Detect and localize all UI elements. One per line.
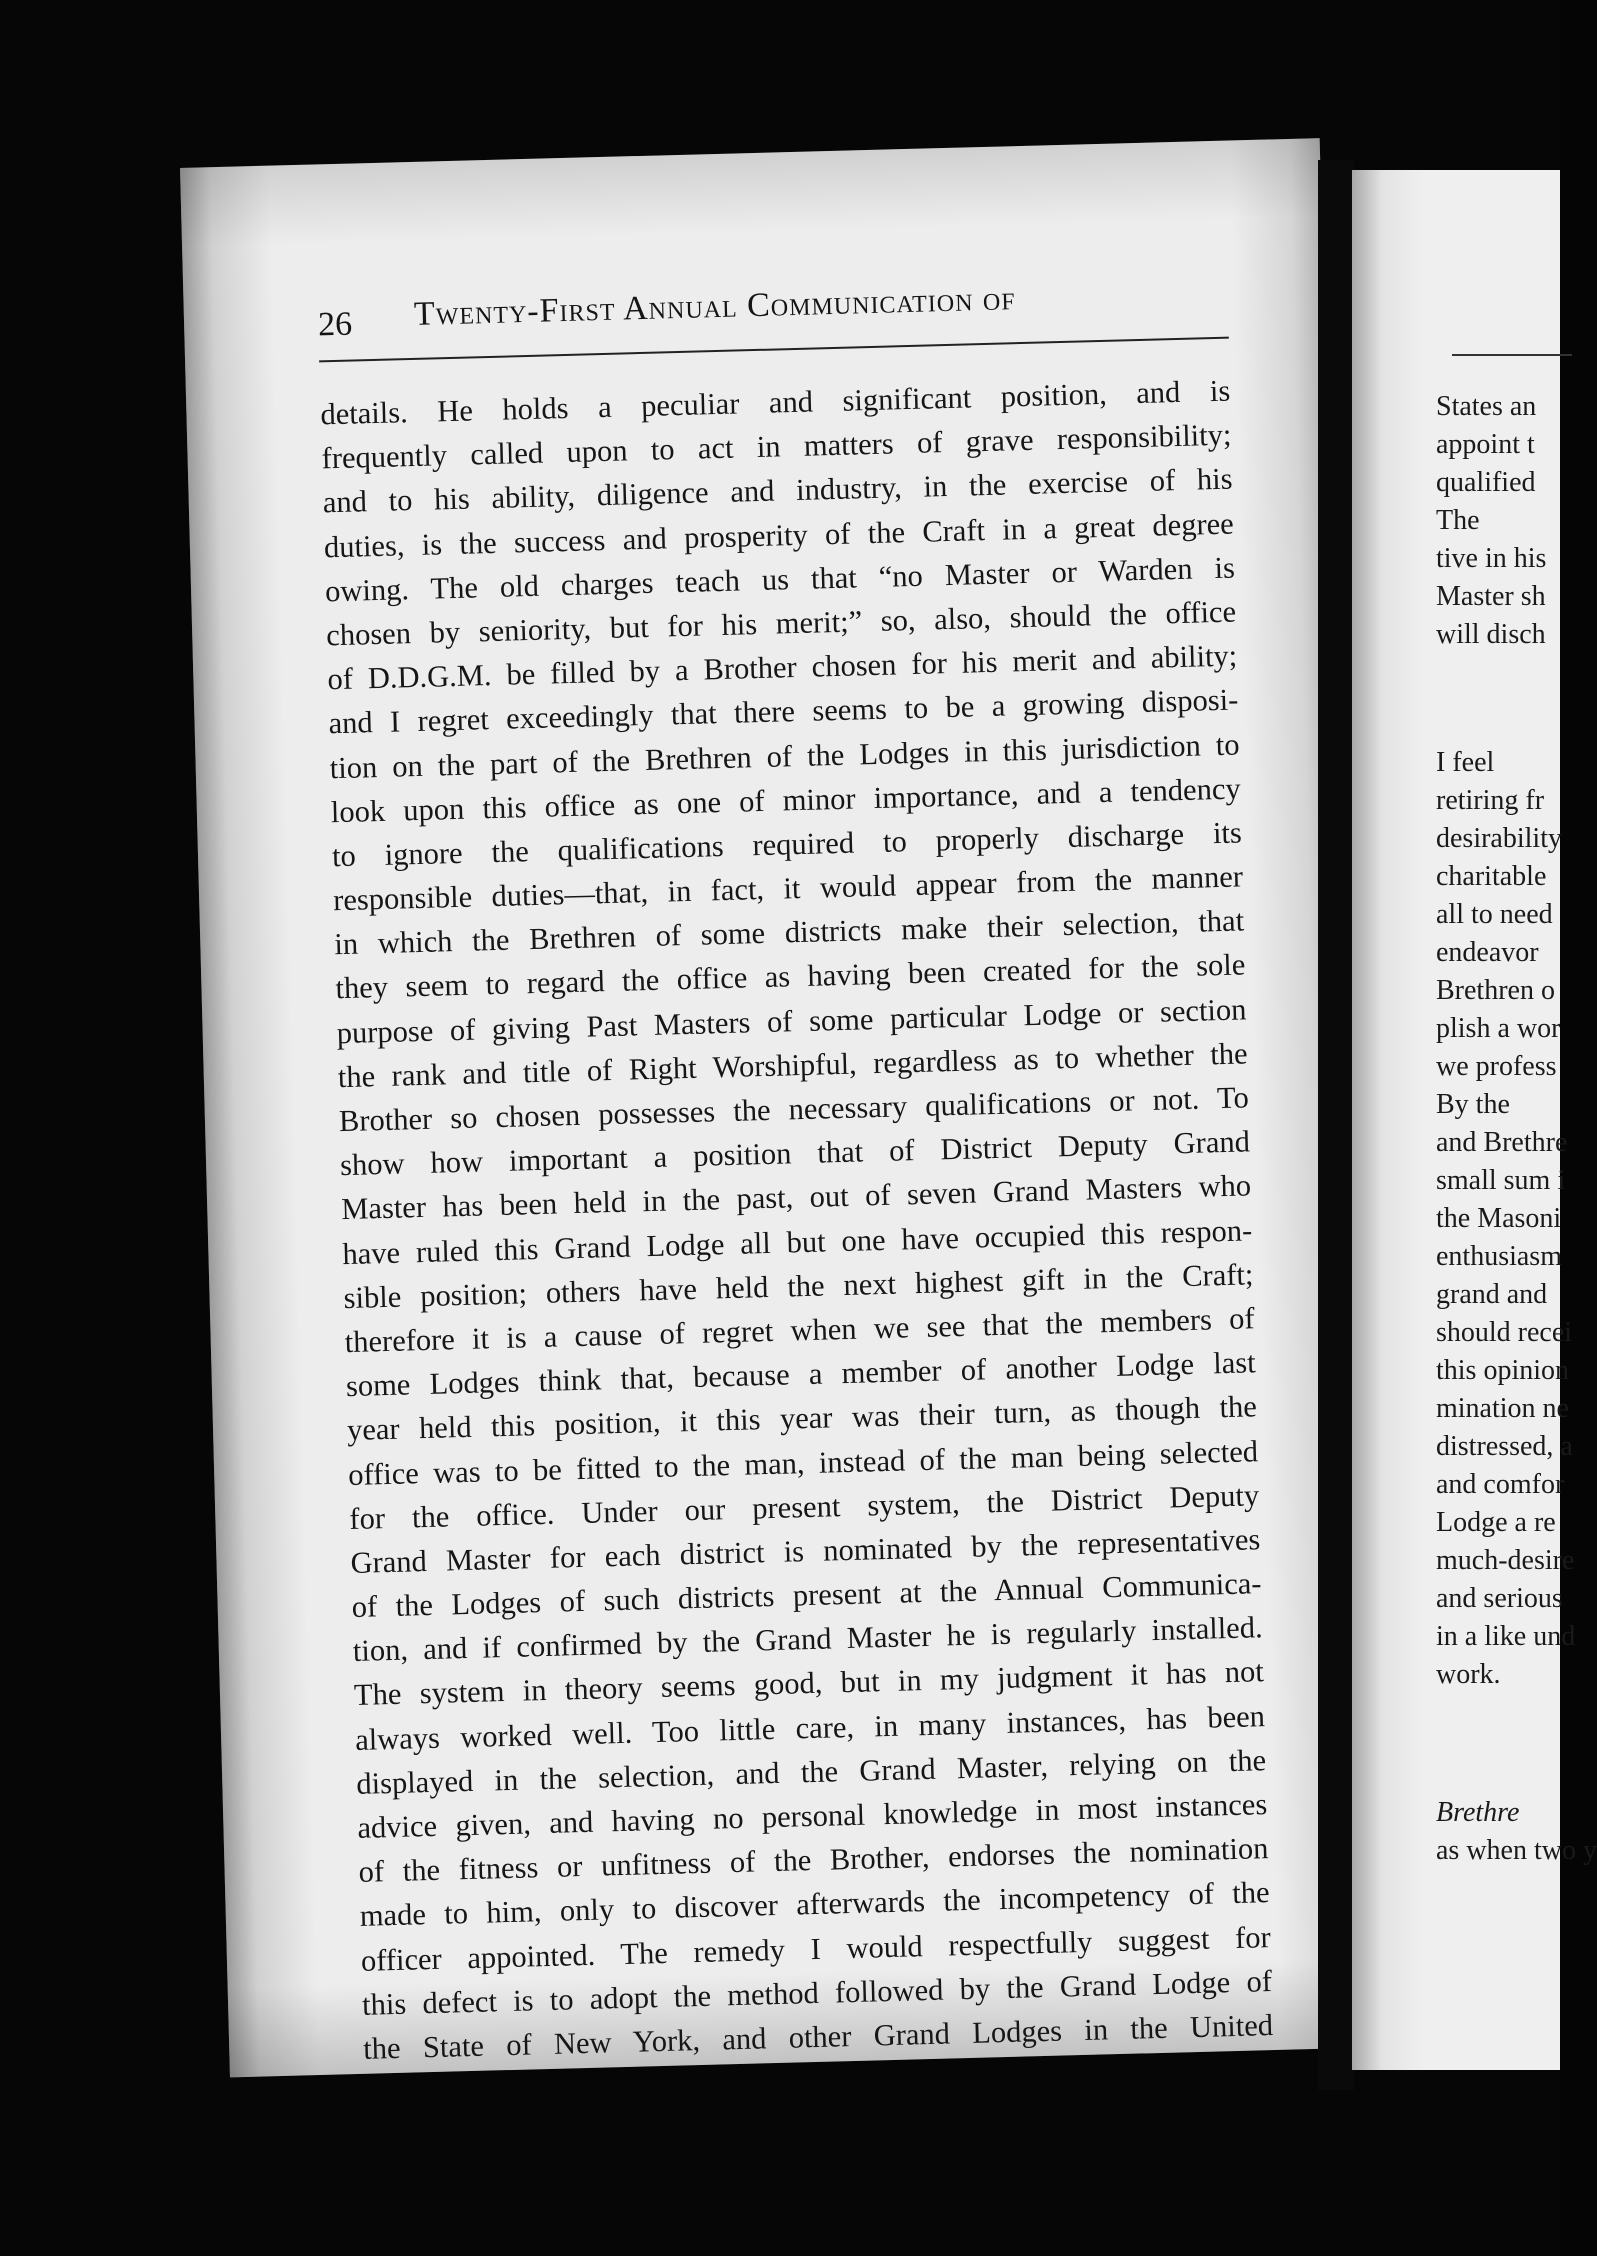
facing-text-line: should recei <box>1436 1317 1573 1348</box>
facing-text-line: distressed, a <box>1436 1431 1573 1462</box>
text-line: look upon this office as one of minor importance, and a tendency <box>330 771 1242 829</box>
running-title: Twenty-First Annual Communication of <box>413 280 1017 333</box>
facing-text-line: Brethre <box>1436 1797 1520 1828</box>
text-line: some Lodges think that, because a member of another Lodge last <box>345 1345 1257 1404</box>
page-content <box>317 261 1274 2066</box>
text-line: and I regret exceedingly that there seems to be a growing disposi- <box>328 682 1239 741</box>
facing-text-line: desirability <box>1436 823 1562 854</box>
facing-text-line: this opinion <box>1436 1355 1570 1386</box>
facing-text-line: Master sh <box>1436 581 1546 612</box>
facing-text-line: the Masoni <box>1436 1203 1562 1234</box>
facing-text-line: plish a wor <box>1436 1013 1561 1044</box>
page-number: 26 <box>317 305 353 344</box>
text-line: Grand Master for each district is nominated by the representatives <box>350 1522 1261 1580</box>
text-line: in which the Brethren of some districts make their selection, that <box>333 903 1245 962</box>
text-line: chosen by seniority, but for his merit;” so, also, should the office <box>325 594 1237 653</box>
text-line: displayed in the selection, and the Grand Master, relying on the <box>355 1742 1267 1801</box>
facing-text-line: charitable <box>1436 861 1547 892</box>
text-line: Master has been held in the past, out of seven Grand Masters who <box>340 1168 1252 1227</box>
text-line: made to him, only to discover afterwards the incompetency of the <box>359 1875 1270 1934</box>
text-line: always worked well. Too little care, in many instances, has been <box>354 1698 1266 1757</box>
text-line: year held this position, it this year was their turn, as though the <box>346 1389 1258 1448</box>
header-rule <box>319 337 1229 363</box>
facing-text-line: endeavor <box>1436 937 1539 968</box>
text-line: Brother so chosen possesses the necessary qualifications or not. To <box>338 1080 1250 1139</box>
facing-text-line: we profess <box>1436 1051 1557 1082</box>
facing-text-line: and serious <box>1436 1583 1563 1614</box>
text-line: therefore it is a cause of regret when we see that the members of <box>344 1301 1255 1360</box>
facing-text-line: Brethren o <box>1436 975 1555 1006</box>
text-line: for the office. Under our present system, the District Deputy <box>348 1477 1260 1536</box>
text-line: the State of New York, and other Grand Lodges in the United <box>362 2007 1274 2066</box>
text-line: of the fitness or unfitness of the Brother, endorses the nomination <box>358 1831 1269 1890</box>
text-line: and to his ability, diligence and industry, in the exercise of his <box>322 461 1233 520</box>
text-line: details. He holds a peculiar and significant position, and is <box>320 373 1231 432</box>
facing-text-line: all to need <box>1436 899 1553 930</box>
facing-text-line: and Brethre <box>1436 1127 1568 1158</box>
running-head <box>317 261 1229 355</box>
facing-text-line: mination ne <box>1436 1393 1569 1424</box>
facing-text-line: small sum i <box>1436 1165 1566 1196</box>
text-line: this defect is to adopt the method followed by the Grand Lodge of <box>361 1963 1273 2022</box>
text-line: they seem to regard the office as having been created for the sole <box>335 947 1246 1006</box>
text-line: have ruled this Grand Lodge all but one have occupied this respon- <box>342 1212 1253 1271</box>
text-line: The system in theory seems good, but in my judgment it has not <box>353 1654 1265 1713</box>
facing-gap <box>1436 1694 1597 1794</box>
text-line: purpose of giving Past Masters of some particular Lodge or section <box>336 992 1247 1050</box>
facing-text-line: States an <box>1436 391 1537 422</box>
facing-page-text <box>1436 388 1597 1870</box>
facing-page-fragment <box>1352 170 1597 2070</box>
facing-text-line: as when two y <box>1436 1835 1597 1866</box>
book-gutter <box>1318 160 1354 2090</box>
text-line: owing. The old charges teach us that “no Master or Warden is <box>324 550 1236 609</box>
facing-text-line: Lodge a re <box>1436 1507 1556 1538</box>
facing-text-line: in a like und <box>1436 1621 1576 1652</box>
text-line: tion, and if confirmed by the Grand Master he is regularly installed. <box>352 1610 1264 1669</box>
text-line: sible position; others have held the next highest gift in the Craft; <box>343 1257 1254 1315</box>
facing-text-line: work. <box>1436 1659 1501 1690</box>
facing-text-line: grand and <box>1436 1279 1548 1310</box>
text-line: the rank and title of Right Worshipful, regardless as to whether the <box>337 1036 1248 1094</box>
text-line: of the Lodges of such districts present at the Annual Communica- <box>351 1566 1262 1625</box>
facing-text-line: tive in his <box>1436 543 1547 574</box>
left-page <box>180 138 1370 2077</box>
facing-text-line: and comfor <box>1436 1469 1565 1500</box>
facing-text-line: qualified <box>1436 467 1536 498</box>
text-line: duties, is the success and prosperity of the Craft in a great degree <box>323 506 1235 564</box>
facing-text-line: The <box>1436 505 1480 536</box>
text-line: officer appointed. The remedy I would respectfully suggest for <box>360 1919 1272 1978</box>
text-line: responsible duties—that, in fact, it would appear from the manner <box>332 859 1244 918</box>
facing-text-line: will disch <box>1436 619 1546 650</box>
facing-text-line: enthusiasm <box>1436 1241 1562 1272</box>
text-line: to ignore the qualifications required to properly discharge its <box>331 815 1243 874</box>
text-line: of D.D.G.M. be filled by a Brother chosen for his merit and ability; <box>326 638 1238 697</box>
facing-text-line: I feel <box>1436 747 1495 778</box>
facing-text-line: appoint t <box>1436 429 1535 460</box>
text-line: tion on the part of the Brethren of the Lodges in this jurisdiction to <box>329 726 1240 785</box>
text-line: show how important a position that of District Deputy Grand <box>339 1124 1251 1183</box>
text-line: advice given, and having no personal knowledge in most instances <box>357 1787 1268 1845</box>
facing-text-line: much-desire <box>1436 1545 1575 1576</box>
facing-text-line: By the <box>1436 1089 1510 1120</box>
text-line: frequently called upon to act in matters of grave responsibility; <box>321 417 1232 476</box>
facing-gap <box>1436 654 1597 744</box>
body-paragraph <box>320 369 1274 2071</box>
facing-text-line: retiring fr <box>1436 785 1545 816</box>
facing-header-rule <box>1452 354 1572 356</box>
text-line: office was to be fitted to the man, instead of the man being selected <box>347 1433 1259 1492</box>
